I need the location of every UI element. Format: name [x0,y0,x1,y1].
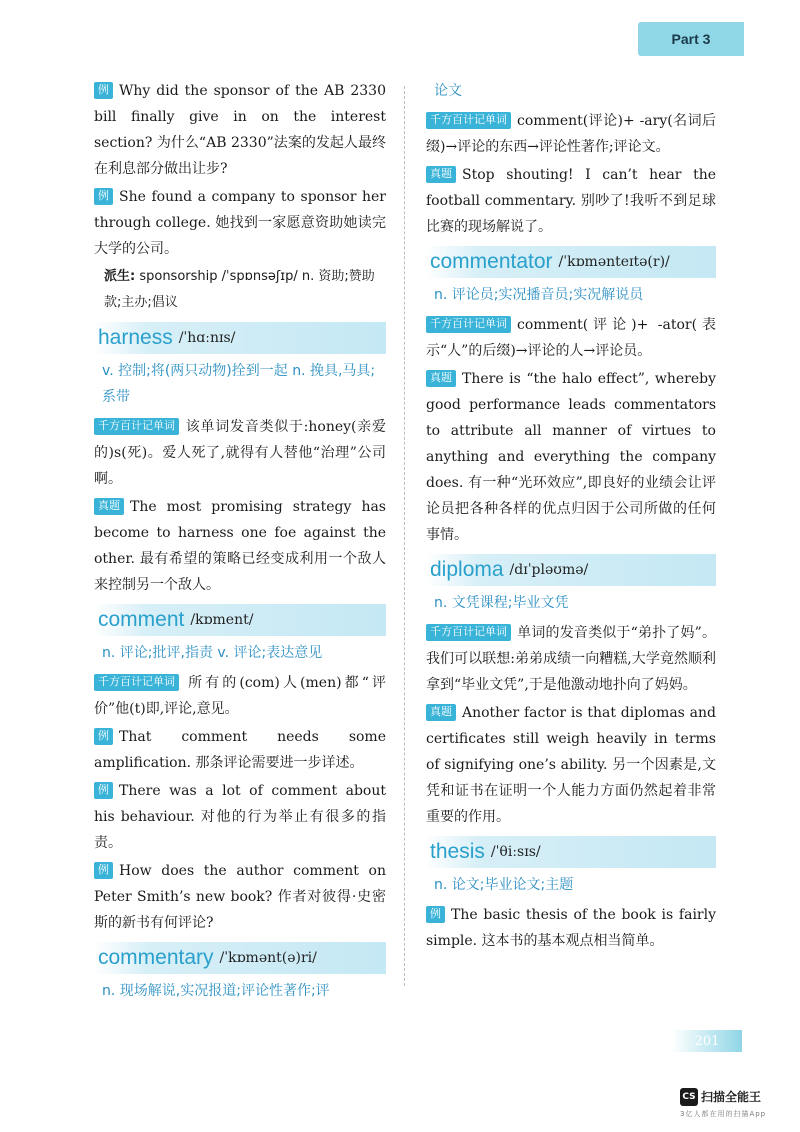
example-tag: 例 [94,782,113,799]
memory-tag: 千方百计记单词 [426,316,511,333]
example-thesis: 例 The basic thesis of the book is fairly simple. 这本书的基本观点相当简单。 [426,907,716,949]
column-divider [404,86,405,986]
headword-commentary: commentary /ˈkɒmənt(ə)ri/ [94,942,386,974]
part-label: Part 3 [671,31,711,47]
right-column [426,78,716,956]
headword-comment: comment /kɒment/ [94,604,386,636]
definition-commentary-continued: 论文 [434,83,462,99]
memory-tag: 千方百计记单词 [94,418,179,435]
exam-harness: 真题 The most promising strategy has become to harness one foe against the other. 最有希望的策略已经变成利用一个敌人来控制另一个敌人。 [94,499,386,593]
exam-commentator: 真题 There is “the halo effect”, whereby good performance leads commentators to attribute all manner of virtues to anything and everything the company does. 有一种“光环效应”,即良好的业绩会让评论员把各种各样的优点归因于公司所做的任何事情。 [426,371,716,543]
example-tag: 例 [94,188,113,205]
headword-commentator: commentator /ˈkɒmənteɪtə(r)/ [426,246,716,278]
scanner-watermark [680,1086,790,1119]
scanner-logo: CS [680,1088,698,1106]
memory-tag: 千方百计记单词 [94,674,179,691]
memory-harness: 千方百计记单词 该单词发音类似于:honey(亲爱的)s(死)。爱人死了,就得有人替他“治理”公司啊。 [94,419,386,487]
memory-tag: 千方百计记单词 [426,624,511,641]
exam-tag: 真题 [426,704,456,721]
definition-commentator: n. 评论员;实况播音员;实况解说员 [434,287,644,303]
exam-diploma: 真题 Another factor is that diplomas and certificates still weigh heavily in terms of signifying one’s ability. 另一个因素是,文凭和证书在证明一个人能力方面仍然起着非常重要的作用。 [426,705,716,825]
memory-commentator: 千方百计记单词 comment(评论)+ -ator(表示“人”的后缀)→评论的人→评论员。 [426,317,716,359]
exam-tag: 真题 [426,166,456,183]
example-tag: 例 [94,862,113,879]
memory-diploma: 千方百计记单词 单词的发音类似于“弟扑了妈”。我们可以联想:弟弟成绩一向糟糕,大学竟然顺利拿到“毕业文凭”,于是他激动地扑向了妈妈。 [426,625,716,693]
memory-tag: 千方百计记单词 [426,112,511,129]
scanner-name: 扫描全能王 [701,1090,762,1104]
headword-harness: harness /ˈhɑːnɪs/ [94,322,386,354]
example-tag: 例 [94,728,113,745]
memory-commentary: 千方百计记单词 comment(评论)+ -ary(名词后缀)→评论的东西→评论性著作;评论文。 [426,113,716,155]
example-sponsor-2: 例 She found a company to sponsor her through college. 她找到一家愿意资助她读完大学的公司。 [94,189,386,257]
definition-harness: v. 控制;将(两只动物)拴到一起 n. 挽具,马具;系带 [102,363,376,405]
definition-commentary: n. 现场解说,实况报道;评论性著作;评 [102,983,330,999]
exam-commentary: 真题 Stop shouting! I can’t hear the football commentary. 别吵了!我听不到足球比赛的现场解说了。 [426,167,716,235]
part-tab [638,22,744,56]
left-column [94,78,386,1008]
example-comment-3: 例 How does the author comment on Peter Smith’s new book? 作者对彼得·史密斯的新书有何评论? [94,863,386,931]
definition-comment: n. 评论;批评,指责 v. 评论;表达意见 [102,645,323,661]
exam-tag: 真题 [94,498,124,515]
exam-tag: 真题 [426,370,456,387]
headword-diploma: diploma /dɪˈpləʊmə/ [426,554,716,586]
example-sponsor-1: 例 Why did the sponsor of the AB 2330 bill finally give in on the interest section? 为什么“AB 2330”法案的发起人最终在利息部分做出让步? [94,83,386,177]
definition-thesis: n. 论文;毕业论文;主题 [434,877,574,893]
example-comment-1: 例 That comment needs some amplification. 那条评论需要进一步详述。 [94,729,386,771]
example-comment-2: 例 There was a lot of comment about his behaviour. 对他的行为举止有很多的指责。 [94,783,386,851]
example-tag: 例 [426,906,445,923]
scanner-tagline: 3亿人都在用的扫描App [680,1109,767,1118]
derivation: 派生: sponsorship /ˈspɒnsəʃɪp/ n. 资助;赞助款;主办;倡议 [104,269,375,310]
memory-comment: 千方百计记单词 所有的(com)人(men)都“评价”他(t)即,评论,意见。 [94,675,386,717]
headword-thesis: thesis /ˈθiːsɪs/ [426,836,716,868]
page-number: 201 [672,1030,742,1052]
example-tag: 例 [94,82,113,99]
definition-diploma: n. 文凭课程;毕业文凭 [434,595,569,611]
